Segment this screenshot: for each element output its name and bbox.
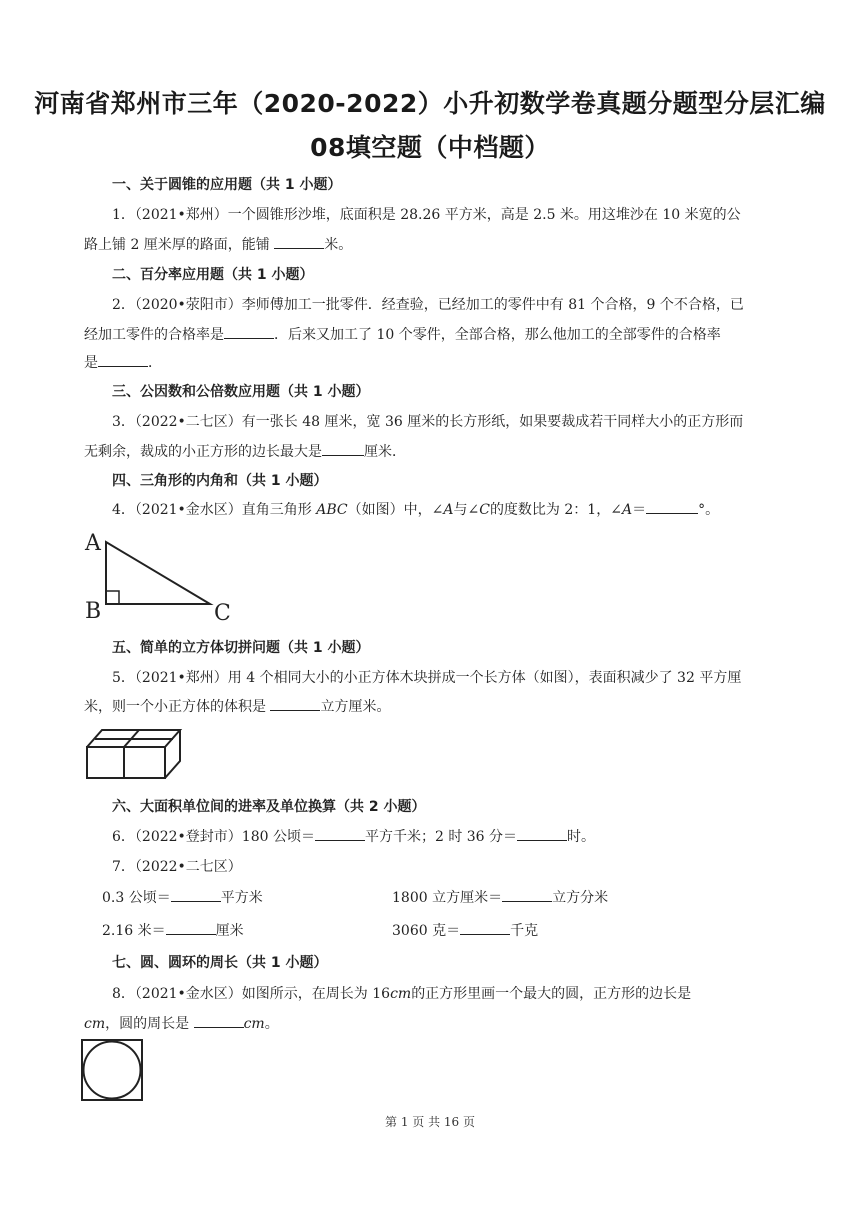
question-1-unit: 米。 <box>324 237 353 253</box>
vertex-label-b: B <box>85 599 102 623</box>
answer-blank[interactable] <box>322 441 364 456</box>
answer-blank[interactable] <box>517 826 567 841</box>
question-6-text: 平方千米；2 时 36 分＝ <box>364 829 518 845</box>
q7-item-unit: 厘米 <box>215 923 244 939</box>
question-2-line3 <box>84 352 162 372</box>
section-heading-unit-conversion: 六、大面积单位间的进率及单位换算（共 2 小题） <box>112 799 426 815</box>
answer-blank[interactable] <box>502 887 552 902</box>
question-8-text: 的正方形里画一个最大的圆，正方形的边长是 <box>411 986 692 1002</box>
question-2-period: ． <box>148 355 162 371</box>
unit-cm: cm <box>243 1016 265 1032</box>
question-4-text: 与∠ <box>453 502 480 518</box>
question-7-item-3 <box>102 920 244 940</box>
section-heading-common-factor: 三、公因数和公倍数应用题（共 1 小题） <box>112 384 370 400</box>
question-8-line2 <box>84 1013 279 1033</box>
question-6-unit: 时。 <box>567 829 596 845</box>
right-triangle-figure <box>82 528 242 623</box>
document-title-line1: 河南省郑州市三年（2020-2022）小升初数学卷真题分题型分层汇编 <box>34 89 826 118</box>
document-title-line2: 08填空题（中档题） <box>310 133 550 162</box>
unit-cm: cm <box>84 1016 106 1032</box>
question-7-item-1 <box>102 887 263 907</box>
question-2-text-cont: ．后来又加工了 10 个零件，全部合格，那么他加工的全部零件的合格率 <box>274 327 721 343</box>
section-heading-circle-circumference: 七、圆、圆环的周长（共 1 小题） <box>112 955 328 971</box>
question-2-line2 <box>84 324 721 344</box>
answer-blank[interactable] <box>270 696 320 711</box>
angle-a: A <box>621 502 633 518</box>
question-4-text: 4．（2021•金水区）直角三角形 <box>112 502 317 518</box>
question-1-line2 <box>84 234 352 254</box>
question-5-unit: 立方厘米。 <box>320 699 391 715</box>
question-4-line1 <box>112 499 719 519</box>
question-3-line1: 3．（2022•二七区）有一张长 48 厘米，宽 36 厘米的长方形纸，如果要裁成若干同样大小的正方形而 <box>112 414 744 430</box>
question-8-text: 8．（2021•金水区）如图所示，在周长为 16 <box>112 986 391 1002</box>
question-4-text: （如图）中，∠ <box>347 502 444 518</box>
answer-blank[interactable] <box>315 826 365 841</box>
section-heading-cube-cutting: 五、简单的立方体切拼问题（共 1 小题） <box>112 640 370 656</box>
square-shape <box>82 1040 142 1100</box>
answer-blank[interactable] <box>460 920 510 935</box>
question-4-degree: °。 <box>698 502 720 518</box>
answer-blank[interactable] <box>274 234 324 249</box>
cuboid-figure <box>84 727 184 782</box>
triangle-name: ABC <box>316 502 348 518</box>
question-8-line1 <box>112 983 691 1003</box>
question-5-line2 <box>84 696 390 716</box>
question-1-line1: 1．（2021•郑州）一个圆锥形沙堆，底面积是 28.26 平方米，高是 2.5 米。用这堆沙在 10 米宽的公 <box>112 207 741 223</box>
angle-c: C <box>479 502 490 518</box>
question-5-line1: 5．（2021•郑州）用 4 个相同大小的小正方体木块拼成一个长方体（如图），表面积减少了 32 平方厘 <box>112 670 742 686</box>
question-1-text: 路上铺 2 厘米厚的路面，能铺 <box>84 237 275 253</box>
question-3-text: 无剩余，裁成的小正方形的边长最大是 <box>84 444 322 460</box>
answer-blank[interactable] <box>98 352 148 367</box>
question-4-text: ＝ <box>632 502 647 518</box>
vertex-label-a: A <box>85 531 101 556</box>
q7-item-unit: 立方分米 <box>552 890 609 906</box>
page-number-footer: 第 1 页 共 16 页 <box>385 1115 475 1129</box>
q7-item-unit: 平方米 <box>220 890 263 906</box>
question-2-text: 经加工零件的合格率是 <box>84 327 224 343</box>
right-angle-mark <box>106 591 119 604</box>
question-7-item-2 <box>392 887 608 907</box>
circle-in-square-figure <box>80 1038 146 1104</box>
vertex-label-c: C <box>214 601 231 623</box>
question-4-text: 的度数比为 2：1，∠ <box>489 502 622 518</box>
angle-a: A <box>443 502 454 518</box>
question-6-text: 6．（2022•登封市）180 公顷＝ <box>112 829 315 845</box>
answer-blank[interactable] <box>166 920 216 935</box>
section-heading-percentage: 二、百分率应用题（共 1 小题） <box>112 267 314 283</box>
q7-item-text: 1800 立方厘米＝ <box>392 890 503 906</box>
q7-item-text: 3060 克＝ <box>392 923 461 939</box>
section-heading-cone: 一、关于圆锥的应用题（共 1 小题） <box>112 177 342 193</box>
circle-shape <box>84 1042 141 1099</box>
answer-blank[interactable] <box>646 499 698 514</box>
question-7-head: 7．（2022•二七区） <box>112 859 242 875</box>
q7-item-text: 0.3 公顷＝ <box>102 890 171 906</box>
question-2-text-end: 是 <box>84 355 98 371</box>
cuboid-front-face <box>87 747 165 778</box>
question-5-text: 米，则一个小正方体的体积是 <box>84 699 271 715</box>
question-8-period: 。 <box>264 1016 279 1032</box>
unit-cm: cm <box>390 986 412 1002</box>
triangle-shape <box>106 542 210 604</box>
question-7-item-4 <box>392 920 538 940</box>
section-heading-triangle-angles: 四、三角形的内角和（共 1 小题） <box>112 473 328 489</box>
answer-blank[interactable] <box>194 1013 244 1028</box>
q7-item-unit: 千克 <box>510 923 539 939</box>
question-3-line2 <box>84 441 406 461</box>
question-2-line1: 2．（2020•荥阳市）李师傅加工一批零件．经查验，已经加工的零件中有 81 个合格，9 个不合格，已 <box>112 297 744 313</box>
q7-item-text: 2.16 米＝ <box>102 923 166 939</box>
question-8-text: ，圆的周长是 <box>105 1016 194 1032</box>
question-3-unit: 厘米． <box>364 444 406 460</box>
answer-blank[interactable] <box>171 887 221 902</box>
answer-blank[interactable] <box>224 324 274 339</box>
question-6-line1 <box>112 826 595 846</box>
